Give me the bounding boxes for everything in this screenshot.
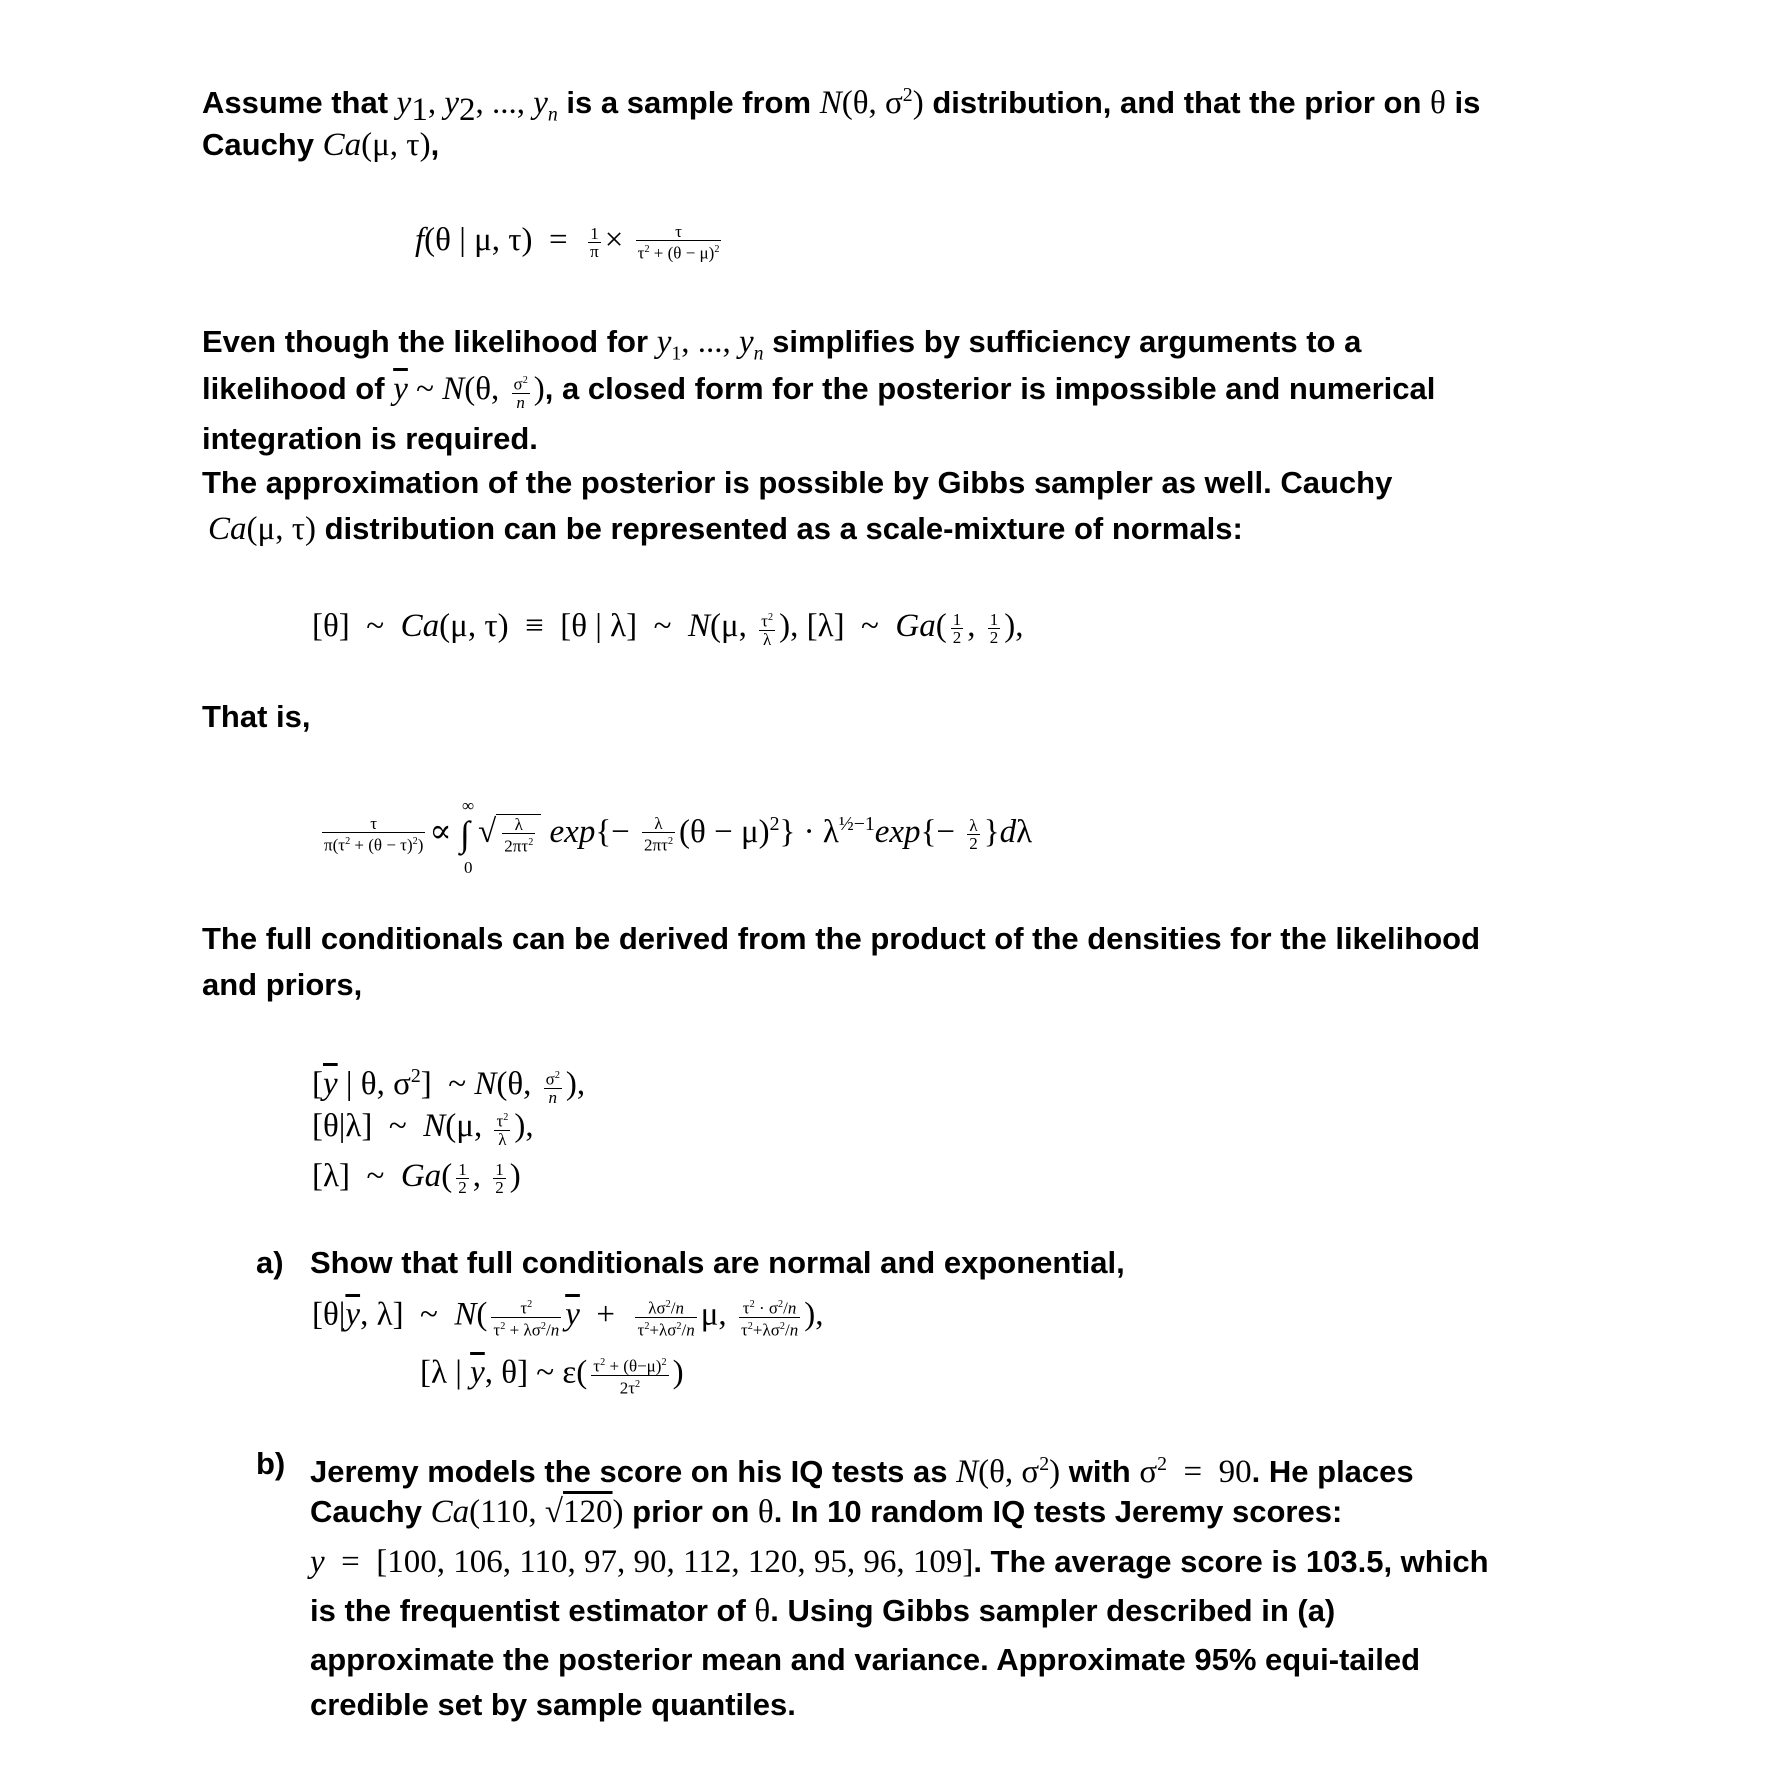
- theta-conditional-formula: [$\theta|\overline{y}$, λ] ~ N( $\frac{\tau^2}{\tau^2 + \lambda\sigma^2/n}$ $\overline{y}$ + $\frac{\lambda\sigma^2/n}{\tau^2+\lambda\sigma^2/n}$ μ, $\frac{\tau^2 \cdot \sigma^2/n}{\tau^2+\lambda\sigma^2/n}$ ),: [312, 1296, 824, 1340]
- part-a-text: Show that full conditionals are normal and exponential,: [310, 1245, 1125, 1280]
- para2-line-2: likelihood of $\overline{y}$ ~ N(θ, $\frac{\sigma^2}{n}$ ), a closed form for the posterior is impossible and numerical: [202, 371, 1436, 412]
- intro-line-1: Assume that $y_1$, $y_2$, ..., $y_n$ is a sample from N(θ, $\sigma^2$) distribution, and that the prior on θ is: [202, 84, 1481, 129]
- para2-line-1: Even though the likelihood for $y_1$, ..., $y_n$ simplifies by sufficiency arguments to a: [202, 324, 1362, 365]
- part-b-line-2: Cauchy Ca(110, √120) prior on θ. In 10 random IQ tests Jeremy scores:: [310, 1494, 1343, 1530]
- part-a-label: a): [256, 1245, 284, 1280]
- lambda-conditional-formula: [λ | $\overline{y}$, θ] ~ ε( $\frac{\tau^2 + (\theta-\mu)^2}{2\tau^2}$ ): [420, 1354, 684, 1398]
- para2-text-5: distribution can be represented as a scale-mixture of normals:: [324, 511, 1243, 546]
- para3-line-1: The full conditionals can be derived from the product of the densities for the likelihood: [202, 921, 1481, 956]
- prior-mean: 110: [480, 1494, 529, 1530]
- intro-text-1: Assume that: [202, 85, 389, 120]
- cauchy-density-formula: f(θ | μ, τ) = $\frac{1}{\pi}$ × $\frac{\tau}{\tau^2 + (\theta - \mu)^2}$: [415, 222, 720, 263]
- likelihood-formula: [$\overline{y}$ | θ, $\sigma^2$] ~ N(θ, $\frac{\sigma^2}{n}$ ),: [312, 1065, 586, 1107]
- scores-list: [100, 106, 110, 97, 90, 112, 120, 95, 96, 109]: [376, 1544, 974, 1580]
- para2-line-3: integration is required.: [202, 421, 538, 456]
- theta-prior-formula: [θ|λ] ~ N(μ, $\frac{\tau^2}{\lambda}$ ),: [312, 1108, 534, 1149]
- integral-formula: $\frac{\tau}{\pi(\tau^2 + (\theta - \tau)^2)}$ ∝ ∞ ∫ 0 √ $\frac{\lambda}{2\pi\tau^2}$ exp{− $\frac{\lambda}{2\pi\tau^2}$ $(\theta - \mu)^2\} \cdot \lambda^{\frac{1}{2}-1}\exp\{-$ $\frac{\lambda}{2}$ }dλ: [324, 796, 1033, 878]
- intro-text-4: is: [1454, 85, 1481, 120]
- part-b-line-5: approximate the posterior mean and variance. Approximate 95% equi-tailed: [310, 1642, 1421, 1677]
- scale-mixture-formula: [θ] ~ Ca(μ, τ) ≡ [θ | λ] ~ N(μ, $\frac{\tau^2}{\lambda}$ ), [λ] ~ Ga( $\frac{1}{2}$ , $\frac{1}{2}$ ),: [312, 608, 1024, 649]
- prior-scale: 120: [563, 1494, 613, 1530]
- part-b-text-2b: prior on: [632, 1494, 750, 1529]
- para2-text-1b: simplifies by sufficiency arguments to a: [772, 324, 1362, 359]
- that-is-label: That is,: [202, 699, 311, 734]
- lambda-prior-formula: [λ] ~ Ga( $\frac{1}{2}$ , $\frac{1}{2}$ ): [312, 1158, 521, 1197]
- part-b-line-3: y = [100, 106, 110, 97, 90, 112, 120, 95, 96, 109]. The average score is 103.5, which: [310, 1544, 1489, 1580]
- para2-line-5: Ca(μ, τ) distribution can be represented as a scale-mixture of normals:: [208, 511, 1243, 547]
- part-b-text-3b: . The average score is 103.5, which: [973, 1544, 1489, 1579]
- para3-line-2: and priors,: [202, 967, 363, 1002]
- para2-text-2b: , a closed form for the posterior is impossible and numerical: [544, 371, 1436, 406]
- sigma-value: 90: [1218, 1454, 1252, 1490]
- part-b-text-4a: is the frequentist estimator of: [310, 1593, 746, 1628]
- part-b-text-1a: Jeremy models the score on his IQ tests as: [310, 1454, 948, 1489]
- intro-text-3: distribution, and that the prior on: [932, 85, 1422, 120]
- part-b-text-1c: . He places: [1251, 1454, 1414, 1489]
- part-b-text-1b: with: [1068, 1454, 1131, 1489]
- para2-line-4: The approximation of the posterior is possible by Gibbs sampler as well. Cauchy: [202, 465, 1393, 500]
- part-b-line-6: credible set by sample quantiles.: [310, 1687, 796, 1722]
- part-b-line-1: Jeremy models the score on his IQ tests as N(θ, $\sigma^2$) with $\sigma^2 = 90$. He places: [310, 1453, 1414, 1490]
- part-b-text-2c: . In 10 random IQ tests Jeremy scores:: [773, 1494, 1343, 1529]
- part-b-text-2a: Cauchy: [310, 1494, 422, 1529]
- para2-text-2a: likelihood of: [202, 371, 385, 406]
- part-b-line-4: is the frequentist estimator of θ. Using Gibbs sampler described in (a): [310, 1593, 1336, 1629]
- intro-text-2: is a sample from: [566, 85, 812, 120]
- intro-text-5: Cauchy: [202, 127, 314, 162]
- part-b-label: b): [256, 1446, 286, 1481]
- para2-text-1a: Even though the likelihood for: [202, 324, 649, 359]
- intro-line-2: Cauchy Ca(μ, τ),: [202, 127, 440, 163]
- part-b-text-4b: . Using Gibbs sampler described in (a): [770, 1593, 1336, 1628]
